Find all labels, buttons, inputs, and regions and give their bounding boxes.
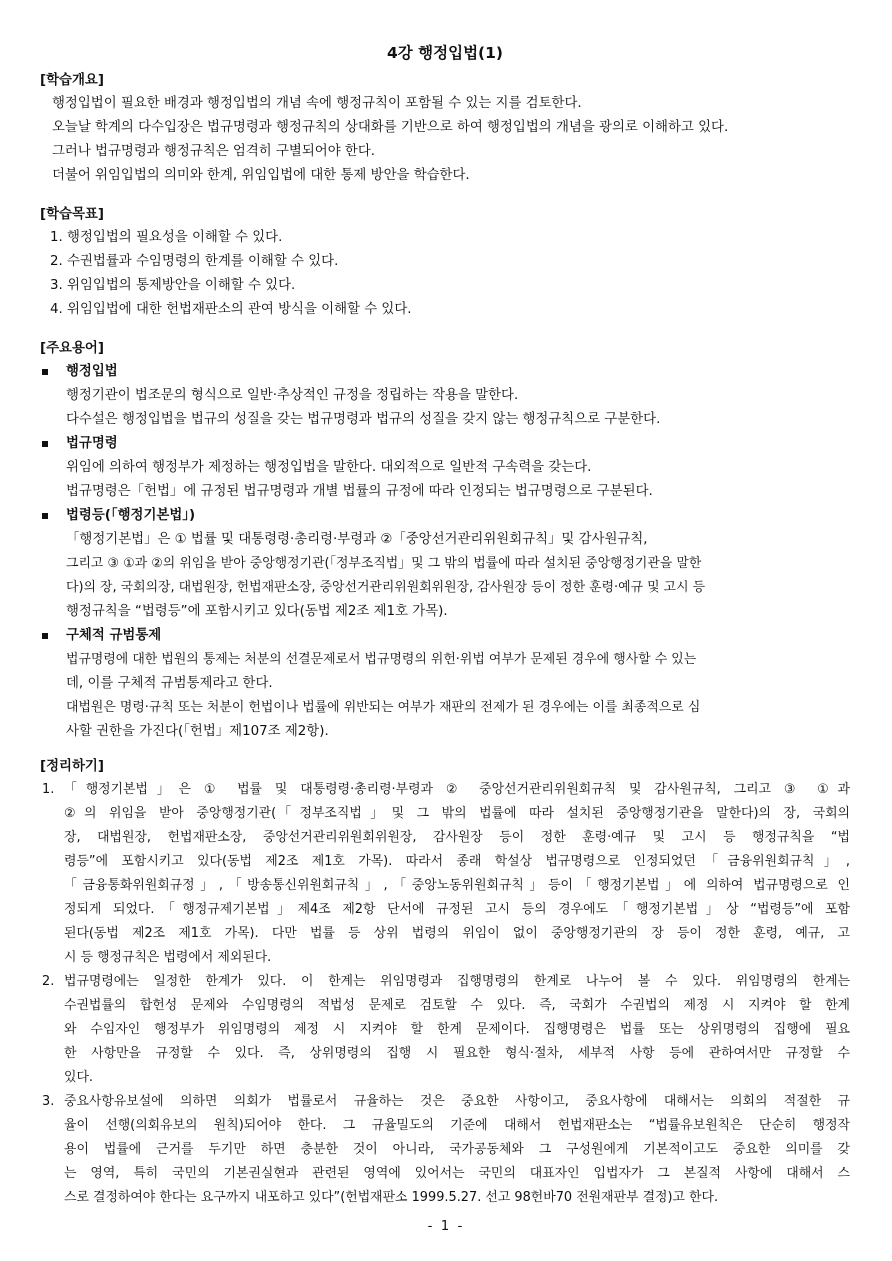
summary-line: 한 사항만을 규정할 수 있다. 즉, 상위명령의 집행 시 필요한 형식·절차, 세부적 사항 등에 관하여서만 규정할 수	[64, 1046, 850, 1061]
overview-line: 행정입법이 필요한 배경과 행정입법의 개념 속에 행정규칙이 포함될 수 있는 지를 검토한다.	[52, 96, 582, 111]
goal-item: 2. 수권법률과 수임명령의 한계를 이해할 수 있다.	[50, 254, 339, 269]
summary-line: 중요사항유보설에 의하면 의회가 법률로서 규율하는 것은 중요한 사항이고, 중요사항에 대해서는 의회의 적절한 규	[64, 1094, 850, 1109]
term-title: 구체적 규범통제	[66, 628, 162, 643]
summary-number: 2.	[42, 974, 55, 989]
square-bullet-icon	[42, 441, 48, 447]
square-bullet-icon	[42, 633, 48, 639]
goal-item: 1. 행정입법의 필요성을 이해할 수 있다.	[50, 230, 283, 245]
term-title: 행정입법	[66, 364, 118, 379]
term-line: 행정규칙을 “법령등”에 포함시키고 있다(동법 제2조 제1호 가목).	[66, 604, 448, 619]
summary-line: 장, 대법원장, 헌법재판소장, 중앙선거관리위원회위원장, 감사원장 등이 정한 훈령·예규 및 고시 등 행정규칙을 “법	[64, 830, 850, 845]
summary-line: ②의 위임을 받아 중앙행정기관(「정부조직법」및 그 밖의 법률에 따라 설치된 중앙행정기관을 말한다)의 장, 국회의	[64, 806, 850, 821]
term-line: 그리고 ③ ①과 ②의 위임을 받아 중앙행정기관(「정부조직법」및 그 밖의 법률에 따라 설치된 중앙행정기관을 말한	[66, 556, 702, 571]
term-line: 다수설은 행정입법을 법규의 성질을 갖는 법규명령과 법규의 성질을 갖지 않는 행정규칙으로 구분한다.	[66, 412, 661, 427]
overview-line: 오늘날 학계의 다수입장은 법규명령과 행정규칙의 상대화를 기반으로 하여 행정입법의 개념을 광의로 이해하고 있다.	[52, 120, 729, 135]
summary-line: 정되게 되었다.「행정규제기본법」제4조 제2항 단서에 규정된 고시 등의 경우에도「행정기본법」상 “법령등”에 포함	[64, 902, 850, 917]
summary-item	[40, 778, 850, 970]
term-line: 사할 권한을 가진다(「헌법」제107조 제2항).	[66, 724, 329, 739]
summary-line: 는 영역, 특히 국민의 기본권실현과 관련된 영역에 있어서는 국민의 대표자인 입법자가 그 본질적 사항에 대해서 스	[64, 1166, 850, 1181]
summary-item	[40, 1090, 850, 1210]
goal-item: 3. 위임입법의 통제방안을 이해할 수 있다.	[50, 278, 296, 293]
term-line: 법규명령에 대한 법원의 통제는 처분의 선결문제로서 법규명령의 위헌·위법 여부가 문제된 경우에 행사할 수 있는	[66, 652, 697, 667]
summary-item	[40, 970, 850, 1090]
summary-number: 1.	[42, 782, 55, 797]
term-line: 다)의 장, 국회의장, 대법원장, 헌법재판소장, 중앙선거관리위원회위원장, 감사원장 등이 정한 훈령·예규 및 고시 등	[66, 580, 706, 595]
term-line: 위임에 의하여 행정부가 제정하는 행정입법을 말한다. 대외적으로 일반적 구속력을 갖는다.	[66, 460, 592, 475]
summary-heading: [정리하기]	[40, 759, 104, 774]
goals-heading: [학습목표]	[40, 207, 104, 222]
summary-line: 시 등 행정규칙은 법령에서 제외된다.	[64, 950, 272, 965]
overview-line: 그러나 법규명령과 행정규칙은 엄격히 구별되어야 한다.	[52, 144, 376, 159]
page-title: 4강 행정입법(1)	[387, 44, 503, 62]
term-line: 행정기관이 법조문의 형식으로 일반·추상적인 규정을 정립하는 작용을 말한다.	[66, 388, 519, 403]
term-line: 데, 이를 구체적 규범통제라고 한다.	[66, 676, 273, 691]
term-line: 대법원은 명령·규칙 또는 처분이 헌법이나 법률에 위반되는 여부가 재판의 전제가 된 경우에는 이를 최종적으로 심	[66, 700, 701, 715]
goals-section	[40, 204, 850, 322]
term-item	[40, 360, 850, 432]
term-item	[40, 432, 850, 504]
overview-line: 더불어 위임입법의 의미와 한계, 위임입법에 대한 통제 방안을 학습한다.	[52, 168, 470, 183]
summary-line: 와 수임자인 행정부가 위임명령의 제정 시 지켜야 할 한계 문제이다. 집행명령은 법률 또는 상위명령의 집행에 필요	[64, 1022, 850, 1037]
square-bullet-icon	[42, 369, 48, 375]
terms-heading: [주요용어]	[40, 341, 104, 356]
terms-section	[40, 338, 850, 744]
summary-line: 있다.	[64, 1070, 94, 1085]
summary-line: 스로 결정하여야 한다는 요구까지 내포하고 있다”(헌법재판소 1999.5.27. 선고 98헌바70 전원재판부 결정)고 한다.	[64, 1190, 719, 1205]
term-title: 법령등(「행정기본법」)	[66, 508, 196, 523]
summary-line: 「금융통화위원회규정」,「방송통신위원회규칙」,「중앙노동위원회규칙」등이「행정기본법」에 의하여 법규명령으로 인	[64, 878, 850, 893]
summary-line: 율이 선행(의회유보의 원칙)되어야 한다. 그 규율밀도의 기준에 대해서 헌법재판소는 “법률유보원칙은 단순히 행정작	[64, 1118, 850, 1133]
square-bullet-icon	[42, 513, 48, 519]
summary-line: 용이 법률에 근거를 두기만 하면 충분한 것이 아니라, 국가공동체와 그 구성원에게 기본적이고도 중요한 의미를 갖	[64, 1142, 850, 1157]
summary-line: 수권법률의 합헌성 문제와 수임명령의 적법성 문제로 검토할 수 있다. 즉, 국회가 수권법의 제정 시 지켜야 할 한계	[64, 998, 850, 1013]
summary-section	[40, 756, 850, 1210]
overview-heading: [학습개요]	[40, 73, 104, 88]
summary-line: 된다(동법 제2조 제1호 가목). 다만 법률 등 상위 법령의 위임이 없이 중앙행정기관의 장 등이 정한 훈령, 예규, 고	[64, 926, 850, 941]
term-title: 법규명령	[66, 436, 118, 451]
term-item	[40, 624, 850, 744]
overview-section	[40, 70, 850, 188]
summary-line: 령등”에 포함시키고 있다(동법 제2조 제1호 가목). 따라서 종래 학설상 법규명령으로 인정되었던「금융위원회규칙」,	[64, 854, 850, 869]
summary-number: 3.	[42, 1094, 55, 1109]
term-item	[40, 504, 850, 624]
summary-line: 법규명령에는 일정한 한계가 있다. 이 한계는 위임명령과 집행명령의 한계로 나누어 볼 수 있다. 위임명령의 한계는	[64, 974, 850, 989]
term-line: 「행정기본법」은 ① 법률 및 대통령령·총리령·부령과 ②「중앙선거관리위원회규칙」및 감사원규칙,	[66, 532, 648, 547]
page-number: - 1 -	[427, 1219, 465, 1234]
goal-item: 4. 위임입법에 대한 헌법재판소의 관여 방식을 이해할 수 있다.	[50, 302, 412, 317]
summary-line: 「행정기본법」은 ① 법률 및 대통령령·총리령·부령과 ② 중앙선거관리위원회규칙 및 감사원규칙, 그리고 ③ ①과	[64, 782, 850, 797]
term-line: 법규명령은「헌법」에 규정된 법규명령과 개별 법률의 규정에 따라 인정되는 법규명령으로 구분된다.	[66, 484, 653, 499]
